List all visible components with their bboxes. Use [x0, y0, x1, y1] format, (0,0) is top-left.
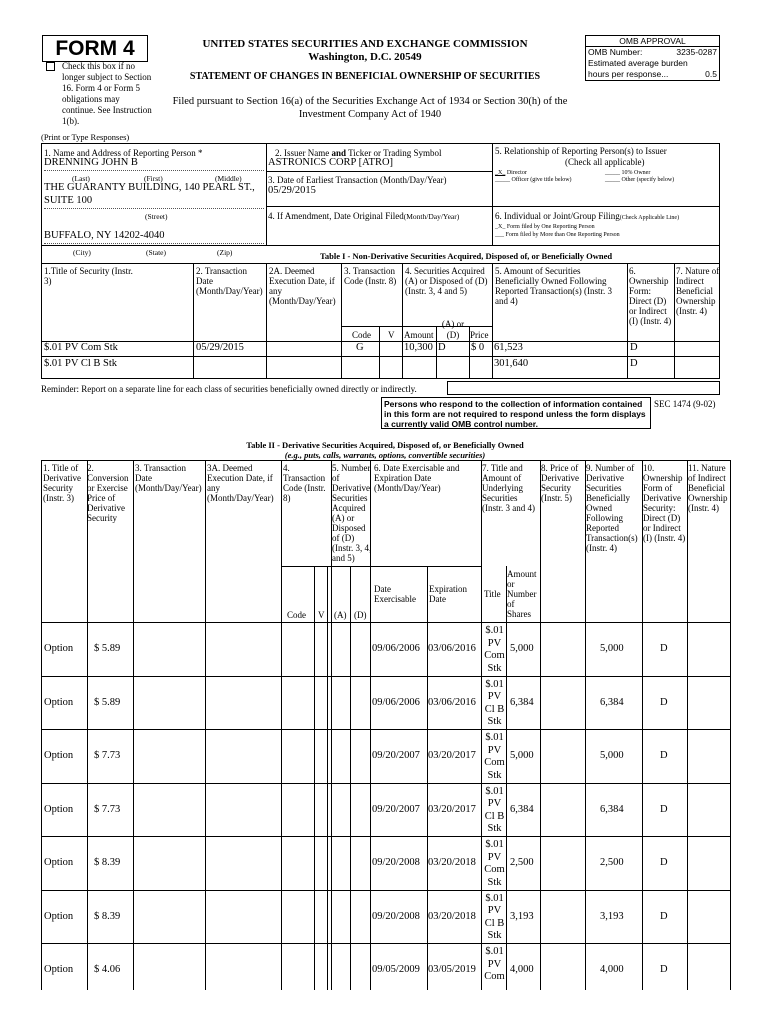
cell-derivative-security: Option — [44, 857, 74, 868]
grid-line — [350, 566, 351, 990]
t2-h8: 8. Price of Derivative Security (Instr. 5) — [541, 463, 579, 503]
underlying-title-line: $.01 — [485, 946, 504, 957]
t1-code-header: Code — [352, 330, 371, 340]
street-label: (Street) — [145, 212, 168, 221]
cell-date-exercisable: 09/20/2007 — [372, 803, 420, 815]
cell-owned-following: 5,000 — [600, 643, 624, 654]
omb-hours-value: 0.5 — [705, 69, 717, 79]
omb-burden-label: Estimated average burden — [588, 58, 688, 68]
underlying-title-line: Stk — [487, 769, 502, 781]
cell-owned-following: 6,384 — [600, 803, 624, 815]
cell-aord: D — [438, 342, 446, 353]
omb-number-label: OMB Number: — [588, 47, 643, 57]
grid-line — [427, 566, 428, 990]
grid-line — [687, 460, 688, 990]
row-divider — [41, 729, 731, 730]
cell-expiration-date: 03/20/2018 — [428, 910, 476, 922]
underlying-title-line: PV — [487, 691, 502, 702]
row-divider — [41, 836, 731, 837]
t1-h3: 3. Transaction Code (Instr. 8) — [344, 266, 397, 286]
state-label: (State) — [146, 248, 166, 257]
cell-security-title: $.01 PV Cl B Stk — [44, 358, 118, 369]
underlying-title-line: Stk — [487, 662, 502, 674]
filing-label: 6. Individual or Joint/Group Filing(Check Applicable Line) — [495, 211, 680, 221]
cell-date-exercisable: 09/05/2009 — [372, 964, 420, 975]
underlying-title-line: Stk — [487, 823, 502, 834]
cell-underlying-amount: 5,000 — [510, 750, 534, 761]
cell-ownership-form: D — [660, 803, 668, 815]
t1-h2a: 2A. Deemed Execution Date, if any (Month/Day/Year) — [269, 266, 336, 306]
t2-h9: 9. Number of Derivative Securities Beneficially Owned Following Reported Transaction(s) (Instr. 4) — [586, 463, 638, 553]
underlying-title-line: Com — [484, 650, 505, 661]
t1-h7: 7. Nature of Indirect Beneficial Ownership (Instr. 4) — [676, 266, 720, 316]
omb-approval-box — [585, 35, 720, 81]
address-line-1: THE GUARANTY BUILDING, 140 PEARL ST., — [44, 182, 255, 193]
cell-expiration-date: 03/20/2017 — [428, 803, 476, 815]
t2-title-header: Title — [484, 589, 501, 599]
grid-line — [540, 460, 541, 990]
cell-owned: 301,640 — [494, 358, 529, 369]
cell-exercise-price: $ 8.39 — [94, 910, 121, 922]
no-longer-subject-checkbox[interactable] — [46, 62, 55, 71]
underlying-title-line: $.01 — [485, 892, 504, 904]
underlying-title-line: $.01 — [485, 732, 504, 743]
cell-exercise-price: $ 8.39 — [94, 857, 121, 868]
cell-owned: 61,523 — [494, 342, 523, 353]
cell-code: G — [356, 342, 364, 353]
t2-h3a: 3A. Deemed Execution Date, if any (Month/Day/Year) — [207, 463, 274, 503]
row-divider — [41, 676, 731, 677]
amendment-label: 4. If Amendment, Date Original Filed(Month/Day/Year) — [268, 211, 460, 221]
city-line: BUFFALO, NY 14202-4040 — [44, 230, 165, 241]
owner10-option[interactable]: _____ 10% Owner — [605, 170, 651, 176]
underlying-title-line: $.01 — [485, 625, 504, 636]
omb-number-value: 3235-0287 — [676, 47, 717, 57]
underlying-title-line: PV — [487, 798, 502, 809]
cell-derivative-security: Option — [44, 964, 74, 975]
cell-underlying-title — [483, 786, 506, 836]
t2-h11: 11. Nature of Indirect Beneficial Ownership (Instr. 4) — [688, 463, 728, 513]
other-option[interactable]: _____ Other (specify below) — [605, 177, 675, 183]
underlying-title-line: PV — [487, 851, 502, 863]
t1-amount-header: Amount — [404, 330, 434, 340]
underlying-title-line: PV — [487, 905, 502, 916]
cell-date-exercisable: 09/06/2006 — [372, 696, 420, 708]
cell-exercise-price: $ 7.73 — [94, 750, 121, 761]
t2-h5: 5. Number of Derivative Securities Acquired (A) or Disposed of (D) (Instr. 3, 4, and 5) — [332, 463, 372, 563]
cell-expiration-date: 03/06/2016 — [428, 643, 476, 654]
filing-one-option[interactable]: _X_ Form filed by One Reporting Person — [495, 224, 595, 230]
omb-title: OMB APPROVAL — [586, 36, 719, 47]
cell-transaction-date: 05/29/2015 — [196, 342, 244, 353]
cell-underlying-title — [483, 732, 506, 782]
underlying-title-line: Stk — [487, 716, 502, 727]
address-line-2: SUITE 100 — [44, 195, 93, 206]
earliest-date-label: 3. Date of Earliest Transaction (Month/Day/Year) — [268, 175, 447, 185]
zip-label: (Zip) — [217, 248, 233, 257]
commission-title — [170, 38, 560, 64]
reporting-person-label: 1. Name and Address of Reporting Person * — [44, 148, 203, 158]
reporting-person-name: DRENNING JOHN B — [44, 157, 138, 168]
table2-subtitle: (e.g., puts, calls, warrants, options, convertible securities) — [284, 450, 486, 460]
cell-expiration-date: 03/20/2017 — [428, 750, 476, 761]
cell-ownership-form: D — [660, 857, 668, 868]
underlying-title-line: $.01 — [485, 785, 504, 797]
table1-title: Table I - Non-Derivative Securities Acquired, Disposed of, or Beneficially Owned — [320, 251, 613, 261]
t1-h2: 2. Transaction Date (Month/Day/Year) — [196, 266, 263, 296]
cell-owned-following: 6,384 — [600, 696, 624, 708]
filing-more-option[interactable]: ___ Form filed by More than One Reporting Person — [495, 232, 620, 238]
cell-derivative-security: Option — [44, 750, 74, 761]
cell-owned-following: 3,193 — [600, 910, 624, 922]
reminder: Reminder: Report on a separate line for each class of securities beneficially owned directly or indirectly. — [41, 384, 417, 394]
cell-exercise-price: $ 7.73 — [94, 803, 121, 815]
commission-location: Washington, D.C. 20549 — [308, 51, 422, 63]
row-divider — [41, 943, 731, 944]
underlying-title-line: PV — [487, 958, 502, 970]
issuer-name: ASTRONICS CORP [ATRO] — [268, 157, 394, 168]
commission-name: UNITED STATES SECURITIES AND EXCHANGE COMMISSION — [202, 38, 528, 50]
grid-line — [506, 566, 507, 990]
cell-date-exercisable: 09/20/2007 — [372, 750, 420, 761]
grid-line — [205, 460, 206, 990]
t2-code-header: Code — [287, 610, 306, 620]
cell-ownership-form: D — [660, 964, 668, 975]
omb-hours-label: hours per response... — [588, 69, 669, 79]
t1-price-header: Price — [470, 330, 489, 340]
officer-option[interactable]: _____ Officer (give title below) — [495, 177, 572, 183]
cell-date-exercisable: 09/20/2008 — [372, 857, 420, 868]
cell-derivative-security: Option — [44, 696, 74, 708]
cell-date-exercisable: 09/06/2006 — [372, 643, 420, 654]
cell-underlying-title — [483, 625, 506, 675]
issuer-label: 2. Issuer Name and Ticker or Trading Symbol — [275, 148, 442, 158]
table2-title-main: Table II - Derivative Securities Acquired, Disposed of, or Beneficially Owned — [246, 440, 524, 450]
cell-underlying-amount: 2,500 — [510, 857, 534, 868]
underlying-title-line: Cl B — [484, 917, 505, 929]
t2-amount-header: Amount or Number of Shares — [507, 569, 537, 619]
cell-ownership-form: D — [660, 643, 668, 654]
underlying-title-line: Cl B — [484, 810, 505, 822]
t2-a-header: (A) — [334, 610, 347, 620]
cell-expiration-date: 03/20/2018 — [428, 857, 476, 868]
row-divider — [41, 890, 731, 891]
grid-line — [133, 460, 134, 990]
underlying-title-line: Com — [484, 864, 505, 875]
cell-underlying-amount: 5,000 — [510, 643, 534, 654]
cell-ownership-form: D — [660, 910, 668, 922]
city-label: (City) — [73, 248, 91, 257]
underlying-title-line: Com — [484, 971, 505, 982]
cell-underlying-title — [483, 893, 506, 943]
t1-h1: 1.Title of Security (Instr. 3) — [44, 266, 133, 286]
underlying-title-line: $.01 — [485, 678, 504, 690]
t1-h4: 4. Securities Acquired (A) or Disposed of (D) (Instr. 3, 4 and 5) — [405, 266, 488, 296]
cell-underlying-title — [483, 839, 506, 889]
grid-line — [87, 460, 88, 990]
cell-ownership-form: D — [660, 696, 668, 708]
relationship-label: 5. Relationship of Reporting Person(s) to Issuer — [495, 146, 667, 156]
cell-ownership-form: D — [630, 342, 638, 353]
cell-ownership-form: D — [660, 750, 668, 761]
t1-h6: 6. Ownership Form: Direct (D) or Indirect (I) (Instr. 4) — [629, 266, 672, 326]
cell-derivative-security: Option — [44, 910, 74, 922]
t2-h4: 4. Transaction Code (Instr. 8) — [283, 463, 326, 503]
cell-owned-following: 4,000 — [600, 964, 624, 975]
underlying-title-line: Stk — [487, 930, 502, 941]
cell-underlying-title — [483, 679, 506, 729]
last-label: (Last) — [72, 174, 90, 183]
cell-underlying-amount: 4,000 — [510, 964, 534, 975]
persons-notice: Persons who respond to the collection of information contained in this form are not required to respond unless the form displays a currently valid OMB control number. — [381, 397, 651, 429]
grid-line — [327, 566, 328, 990]
form-title: FORM 4 — [42, 35, 148, 62]
underlying-title-line: PV — [487, 637, 502, 649]
cell-price: $ 0 — [471, 342, 485, 353]
t2-exp-header: Expiration Date — [429, 584, 467, 604]
director-option[interactable]: _X_ Director — [495, 170, 527, 176]
cell-expiration-date: 03/06/2016 — [428, 696, 476, 708]
sec-code: SEC 1474 (9-02) — [654, 399, 716, 409]
cell-date-exercisable: 09/20/2008 — [372, 910, 420, 922]
underlying-title-line: Com — [484, 757, 505, 768]
t2-h1: 1. Title of Derivative Security (Instr. 3) — [43, 463, 81, 503]
print-type-note: (Print or Type Responses) — [41, 132, 130, 142]
grid-line — [281, 460, 282, 990]
cell-amount: 10,300 — [404, 342, 433, 353]
underlying-title-line: $.01 — [485, 839, 504, 850]
cell-expiration-date: 03/05/2019 — [428, 964, 476, 975]
first-label: (First) — [144, 174, 163, 183]
earliest-date: 05/29/2015 — [268, 185, 316, 196]
cell-exercise-price: $ 5.89 — [94, 643, 121, 654]
filed-pursuant: Filed pursuant to Section 16(a) of the Securities Exchange Act of 1934 or Section 30(h) of the Investment Company Act of 1940 — [172, 96, 568, 120]
cell-owned-following: 2,500 — [600, 857, 624, 868]
t2-date-ex-header: Date Exercisable — [374, 584, 416, 604]
table2-title — [180, 440, 590, 460]
grid-line — [314, 566, 315, 990]
t2-h7: 7. Title and Amount of Underlying Securities (Instr. 3 and 4) — [482, 463, 535, 513]
cell-security-title: $.01 PV Com Stk — [44, 342, 118, 353]
underlying-title-line: Cl B — [484, 703, 505, 715]
t2-d-header: (D) — [354, 610, 367, 620]
cell-underlying-amount: 6,384 — [510, 696, 534, 708]
relationship-sub: (Check all applicable) — [565, 157, 645, 167]
t1-v-header: V — [388, 330, 395, 340]
t2-h6: 6. Date Exercisable and Expiration Date (Month/Day/Year) — [374, 463, 460, 493]
t2-h2: 2. Conversion or Exercise Price of Derivative Security — [87, 463, 129, 523]
checkbox-label: Check this box if no longer subject to Section 16. Form 4 or Form 5 obligations may continue. See Instruction 1(b). — [62, 61, 152, 126]
cell-underlying-amount: 6,384 — [510, 803, 534, 815]
cell-exercise-price: $ 5.89 — [94, 696, 121, 708]
cell-derivative-security: Option — [44, 803, 74, 815]
cell-underlying-title — [483, 946, 506, 984]
t1-h5: 5. Amount of Securities Beneficially Owned Following Reported Transaction(s) (Instr. 3 and 4) — [495, 266, 612, 306]
t1-aord-header: (A) or (D) — [441, 319, 465, 340]
t2-v-header: V — [318, 610, 325, 620]
t2-h3: 3. Transaction Date (Month/Day/Year) — [135, 463, 202, 493]
middle-label: (Middle) — [215, 174, 242, 183]
t2-h10: 10. Ownership Form of Derivative Security: Direct (D) or Indirect (I) (Instr. 4) — [643, 463, 686, 543]
underlying-title-line: PV — [487, 744, 502, 756]
grid-line — [481, 460, 482, 990]
cell-owned-following: 5,000 — [600, 750, 624, 761]
cell-underlying-amount: 3,193 — [510, 910, 534, 922]
cell-exercise-price: $ 4.06 — [94, 964, 121, 975]
statement-title: STATEMENT OF CHANGES IN BENEFICIAL OWNERSHIP OF SECURITIES — [189, 71, 541, 82]
cell-ownership-form: D — [630, 358, 638, 369]
reminder-box — [447, 381, 720, 395]
row-divider — [41, 783, 731, 784]
underlying-title-line: Stk — [487, 876, 502, 888]
cell-derivative-security: Option — [44, 643, 74, 654]
